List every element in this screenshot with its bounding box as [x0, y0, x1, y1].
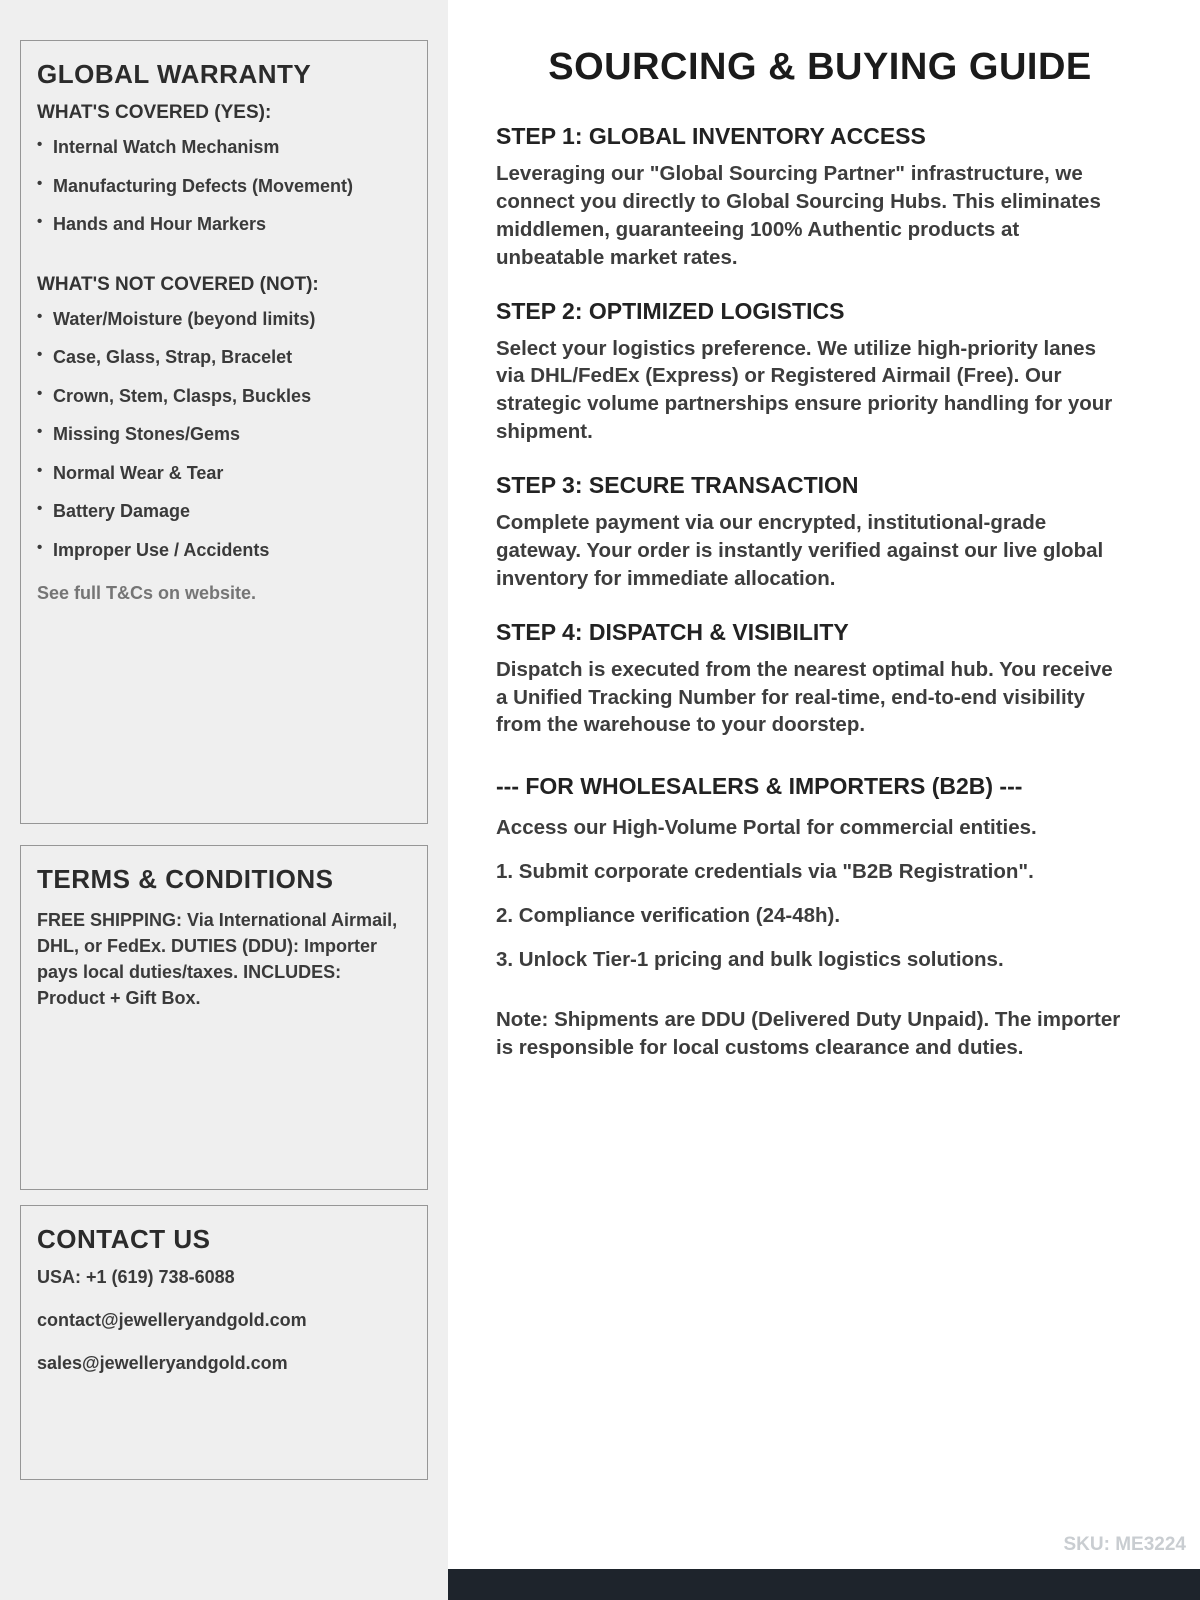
list-item: • Internal Watch Mechanism	[37, 136, 411, 159]
terms-body: FREE SHIPPING: Via International Airmail, DHL, or FedEx. DUTIES (DDU): Importer pays local duties/taxes. INCLUDES: Product + Gift Box.	[37, 910, 398, 1009]
contact-title: CONTACT US	[37, 1224, 211, 1254]
step-4-body: Dispatch is executed from the nearest optimal hub. You receive a Unified Tracking Number for real-time, end-to-end visibility from the warehouse to your doorstep.	[496, 657, 1113, 737]
sidebar	[0, 0, 448, 1600]
warranty-covered-list	[37, 136, 411, 236]
b2b-step-1: 1. Submit corporate credentials via "B2B Registration".	[496, 860, 1034, 884]
step-4-section	[496, 619, 1144, 740]
list-item: • Case, Glass, Strap, Bracelet	[37, 346, 411, 369]
bottom-bar	[448, 1569, 1200, 1600]
step-1-section	[496, 123, 1144, 272]
list-item: • Hands and Hour Markers	[37, 213, 411, 236]
list-item: • Normal Wear & Tear	[37, 462, 411, 485]
contact-panel	[20, 1205, 428, 1480]
warranty-footnote: See full T&Cs on website.	[37, 583, 257, 603]
b2b-step-3: 3. Unlock Tier-1 pricing and bulk logistics solutions.	[496, 947, 1004, 971]
list-item: • Missing Stones/Gems	[37, 423, 411, 446]
b2b-intro: Access our High-Volume Portal for commercial entities.	[496, 816, 1037, 840]
b2b-step-2: 2. Compliance verification (24-48h).	[496, 904, 841, 927]
warranty-covered-heading: WHAT'S COVERED (YES):	[37, 102, 272, 123]
warranty-not-covered-heading: WHAT'S NOT COVERED (NOT):	[37, 273, 319, 295]
list-item: • Battery Damage	[37, 500, 411, 523]
page-title: SOURCING & BUYING GUIDE	[548, 46, 1092, 88]
step-1-heading: STEP 1: GLOBAL INVENTORY ACCESS	[496, 123, 926, 149]
step-3-section	[496, 472, 1144, 593]
b2b-heading: --- FOR WHOLESALERS & IMPORTERS (B2B) ---	[496, 773, 1023, 800]
step-2-body: Select your logistics preference. We utilize high-priority lanes via DHL/FedEx (Express) or Registered Airmail (Free). Our strategic volume partnerships ensure priority handling for your shipment.	[496, 336, 1113, 444]
b2b-note: Note: Shipments are DDU (Delivered Duty Unpaid). The importer is responsible for local customs clearance and duties.	[496, 1007, 1121, 1059]
step-2-section	[496, 298, 1144, 447]
main-content	[448, 0, 1200, 1600]
list-item: • Crown, Stem, Clasps, Buckles	[37, 385, 411, 408]
b2b-section	[496, 773, 1144, 1061]
warranty-title: GLOBAL WARRANTY	[37, 59, 312, 89]
contact-sales-email: sales@jewelleryandgold.com	[37, 1353, 288, 1373]
list-item: • Manufacturing Defects (Movement)	[37, 175, 411, 198]
list-item: • Water/Moisture (beyond limits)	[37, 308, 411, 331]
step-3-heading: STEP 3: SECURE TRANSACTION	[496, 472, 859, 498]
terms-title: TERMS & CONDITIONS	[37, 864, 334, 894]
sku-label: SKU: ME3224	[1063, 1534, 1186, 1555]
contact-phone: USA: +1 (619) 738-6088	[37, 1267, 235, 1287]
warranty-not-covered-list	[37, 308, 411, 562]
list-item: • Improper Use / Accidents	[37, 539, 411, 562]
contact-email: contact@jewelleryandgold.com	[37, 1310, 307, 1330]
warranty-panel	[20, 40, 428, 824]
step-2-heading: STEP 2: OPTIMIZED LOGISTICS	[496, 297, 845, 324]
step-3-body: Complete payment via our encrypted, institutional-grade gateway. Your order is instantly verified against our live global inventory for immediate allocation.	[496, 511, 1104, 590]
terms-panel	[20, 845, 428, 1190]
step-1-body: Leveraging our "Global Sourcing Partner" infrastructure, we connect you directly to Global Sourcing Hubs. This eliminates middlemen, guaranteeing 100% Authentic products at unbeatable market rates.	[496, 162, 1101, 269]
step-4-heading: STEP 4: DISPATCH & VISIBILITY	[496, 618, 849, 645]
